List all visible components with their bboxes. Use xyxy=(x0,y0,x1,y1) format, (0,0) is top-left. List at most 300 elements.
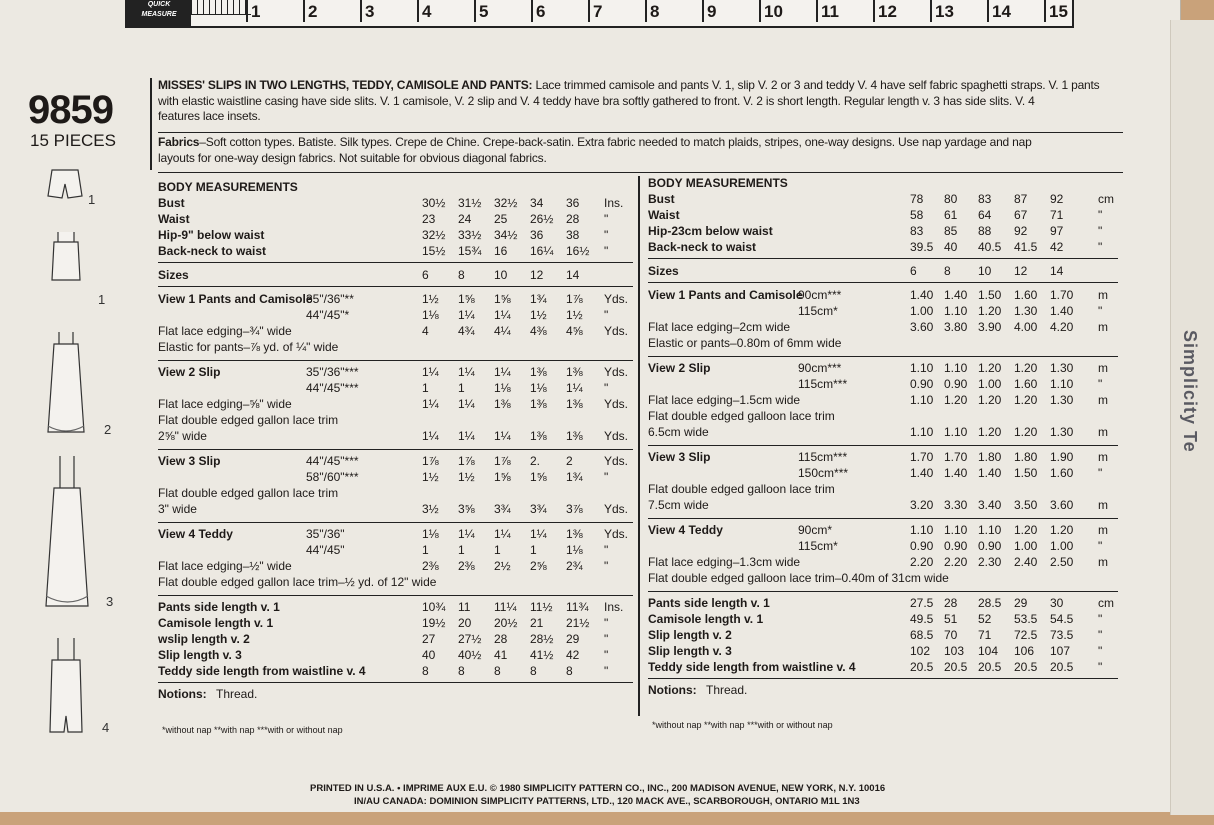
length-value: 20.5 xyxy=(1014,660,1038,674)
yardage-label: Flat lace edging–⅝" wide xyxy=(158,397,292,411)
size-value: 12 xyxy=(1014,264,1028,278)
camisole-sketch xyxy=(52,232,80,280)
body-row-value: 24 xyxy=(458,212,472,226)
left-rule xyxy=(150,78,152,170)
yardage-value: 1⅝ xyxy=(494,470,511,484)
yardage-value: 1.10 xyxy=(910,361,934,375)
fabric-width: 90cm*** xyxy=(798,361,842,375)
length-value: 11¼ xyxy=(494,600,517,614)
yardage-value: 1.10 xyxy=(910,425,934,439)
length-value: 20 xyxy=(458,616,472,630)
fabric-width: 150cm*** xyxy=(798,466,849,480)
yardage-value: 1⅝ xyxy=(530,470,547,484)
length-value: 49.5 xyxy=(910,612,934,626)
yardage-value: 1.20 xyxy=(978,393,1002,407)
yardage-value: 1.10 xyxy=(944,425,968,439)
yardage-value: 1 xyxy=(422,543,429,557)
length-unit: " xyxy=(1098,628,1103,642)
size-value: 12 xyxy=(530,268,544,282)
yardage-unit: m xyxy=(1098,361,1108,375)
length-value: 21½ xyxy=(566,616,590,630)
yardage-label: Flat lace edging–1.5cm wide xyxy=(648,393,801,407)
yardage-value: 1⅛ xyxy=(530,381,547,395)
size-value: 10 xyxy=(494,268,508,282)
yardage-value: 4.00 xyxy=(1014,320,1038,334)
length-value: 20½ xyxy=(494,616,518,630)
yardage-label: Elastic or pants–0.80m of 6mm wide xyxy=(648,336,842,350)
yardage-value: 1 xyxy=(458,381,465,395)
view-label-3: 3 xyxy=(106,594,114,609)
view-title: View 3 Slip xyxy=(158,454,221,468)
yardage-unit: " xyxy=(1098,377,1103,391)
yardage-label: Flat lace edging–1.3cm wide xyxy=(648,555,801,569)
yardage-value: 1.50 xyxy=(978,288,1002,302)
fabric-width: 115cm*** xyxy=(798,377,848,391)
length-value: 20.5 xyxy=(978,660,1002,674)
length-value: 68.5 xyxy=(910,628,934,642)
body-row-value: 31½ xyxy=(458,196,482,210)
yardage-value: 0.90 xyxy=(978,539,1002,553)
length-value: 27½ xyxy=(458,632,482,646)
yardage-value: 1.40 xyxy=(910,466,934,480)
body-row-label: Hip-23cm below waist xyxy=(648,224,773,238)
yardage-value: 1.70 xyxy=(944,450,968,464)
body-row-value: 26½ xyxy=(530,212,554,226)
yardage-unit: " xyxy=(604,543,609,557)
length-value: 28.5 xyxy=(978,596,1002,610)
yardage-value: 3.80 xyxy=(944,320,968,334)
size-value: 14 xyxy=(1050,264,1064,278)
yardage-unit: " xyxy=(1098,466,1103,480)
yardage-label: Flat lace edging–½" wide xyxy=(158,559,292,573)
length-value: 29 xyxy=(1014,596,1028,610)
body-row-value: 32½ xyxy=(494,196,518,210)
yardage-value: 1¼ xyxy=(566,381,583,395)
slip-short-sketch xyxy=(48,332,84,432)
body-row-value: 16½ xyxy=(566,244,590,258)
yardage-value: 1.40 xyxy=(978,466,1002,480)
notions-value: Thread. xyxy=(216,687,258,701)
ruler-number: 3 xyxy=(365,2,375,21)
yardage-value: 1¼ xyxy=(530,527,547,541)
length-value: 8 xyxy=(494,664,501,678)
yardage-value: 1⅜ xyxy=(530,397,547,411)
yardage-value: 1.10 xyxy=(944,523,968,537)
table-divider xyxy=(158,360,633,361)
view-title: View 1 Pants and Camisole xyxy=(648,288,803,302)
ruler-number: 5 xyxy=(479,2,489,21)
yardage-value: 1½ xyxy=(530,308,547,322)
body-row-label: Back-neck to waist xyxy=(648,240,757,254)
yardage-value: 1.20 xyxy=(944,393,968,407)
length-unit: cm xyxy=(1098,596,1114,610)
slip-long-sketch xyxy=(46,456,88,606)
body-row-value: 83 xyxy=(910,224,924,238)
body-row-value: 32½ xyxy=(422,228,446,242)
ruler-number: 9 xyxy=(707,2,717,21)
yardage-value: 0.90 xyxy=(910,377,934,391)
yardage-label: Flat double edged galloon lace trim xyxy=(648,482,835,496)
yardage-value: 2 xyxy=(566,454,573,468)
length-value: 10¾ xyxy=(422,600,446,614)
length-label: Slip length v. 2 xyxy=(648,628,732,642)
body-row-value: 38 xyxy=(566,228,580,242)
yardage-unit: Yds. xyxy=(604,292,629,306)
yardage-value: 2⅜ xyxy=(422,559,439,573)
length-value: 20.5 xyxy=(910,660,934,674)
body-row-unit: " xyxy=(1098,208,1103,222)
yardage-value: 1⅞ xyxy=(566,292,583,306)
body-row-value: 67 xyxy=(1014,208,1028,222)
length-label: Slip length v. 3 xyxy=(648,644,732,658)
fabric-width: 35"/36" xyxy=(306,527,345,541)
body-row-unit: " xyxy=(1098,224,1103,238)
yardage-label: 3" wide xyxy=(158,502,197,516)
yardage-value: 1⅛ xyxy=(566,543,583,557)
yardage-value: 2⅝ xyxy=(530,559,547,573)
yardage-value: 1⅞ xyxy=(422,454,439,468)
body-row-value: 87 xyxy=(1014,192,1028,206)
yardage-value: 1¼ xyxy=(494,527,511,541)
body-row-unit: " xyxy=(604,212,609,226)
body-row-label: Waist xyxy=(648,208,680,222)
yardage-unit: m xyxy=(1098,498,1108,512)
yardage-value: 1 xyxy=(530,543,537,557)
yardage-value: 4⅝ xyxy=(566,324,583,338)
side-brand-text: Simplicity Te xyxy=(1180,330,1200,453)
length-value: 71 xyxy=(978,628,992,642)
fabrics-line2: layouts for one-way design fabrics. Not suitable for obvious diagonal fabrics. xyxy=(158,150,547,165)
table-divider xyxy=(648,282,1118,283)
yardage-value: 1⅛ xyxy=(422,308,439,322)
yardage-value: 1⅜ xyxy=(566,527,583,541)
length-unit: " xyxy=(1098,644,1103,658)
table-divider xyxy=(158,595,633,596)
yardage-value: 1 xyxy=(494,543,501,557)
yardage-unit: m xyxy=(1098,320,1108,334)
length-label: Pants side length v. 1 xyxy=(648,596,770,610)
yardage-value: 1.40 xyxy=(1050,304,1074,318)
view-title: View 3 Slip xyxy=(648,450,711,464)
yardage-value: 1.20 xyxy=(1014,361,1038,375)
yardage-value: 1⅜ xyxy=(530,365,547,379)
fabric-width: 90cm* xyxy=(798,523,833,537)
body-row-value: 88 xyxy=(978,224,992,238)
yardage-value: 4.20 xyxy=(1050,320,1074,334)
length-value: 28½ xyxy=(530,632,554,646)
length-value: 28 xyxy=(494,632,508,646)
fabric-width: 35"/36"** xyxy=(306,292,354,306)
body-row-value: 34½ xyxy=(494,228,518,242)
yardage-value: 1.70 xyxy=(1050,288,1074,302)
table-divider xyxy=(158,522,633,523)
yardage-value: 2.30 xyxy=(978,555,1002,569)
notions-label: Notions: xyxy=(648,683,697,697)
fabric-width: 58"/60"*** xyxy=(306,470,359,484)
yardage-value: 1.20 xyxy=(1050,523,1074,537)
pieces-count: 15 PIECES xyxy=(30,131,116,150)
length-value: 27 xyxy=(422,632,436,646)
length-value: 53.5 xyxy=(1014,612,1038,626)
ruler-number: 15 xyxy=(1049,2,1068,21)
yardage-value: 1¾ xyxy=(530,292,547,306)
body-row-value: 40.5 xyxy=(978,240,1002,254)
length-label: Pants side length v. 1 xyxy=(158,600,280,614)
length-value: 8 xyxy=(458,664,465,678)
pants-sketch xyxy=(48,170,82,198)
table-divider xyxy=(648,356,1118,357)
yardage-unit: m xyxy=(1098,425,1108,439)
yardage-value: 1.00 xyxy=(1050,539,1074,553)
yardage-value: 1¼ xyxy=(494,429,511,443)
yardage-value: 1.10 xyxy=(910,393,934,407)
yardage-value: 1⅜ xyxy=(494,397,511,411)
yardage-value: 1.60 xyxy=(1014,377,1038,391)
size-value: 8 xyxy=(458,268,465,282)
size-value: 14 xyxy=(566,268,580,282)
view-title: View 1 Pants and Camisole xyxy=(158,292,313,306)
yardage-value: 1¼ xyxy=(458,527,475,541)
yardage-label: Flat double edged galloon lace trim xyxy=(648,409,835,423)
length-unit: " xyxy=(604,648,609,662)
yardage-value: 1.10 xyxy=(1050,377,1074,391)
view-title: View 2 Slip xyxy=(648,361,711,375)
yardage-value: 1¼ xyxy=(422,397,439,411)
pattern-number: 9859 xyxy=(28,88,113,132)
body-measurements-heading: BODY MEASUREMENTS xyxy=(648,176,788,190)
ruler-label-top: QUICK xyxy=(147,1,171,8)
yardage-value: 1¼ xyxy=(422,429,439,443)
length-value: 106 xyxy=(1014,644,1035,658)
body-row-value: 61 xyxy=(944,208,958,222)
yardage-value: 1.30 xyxy=(1050,361,1074,375)
length-value: 72.5 xyxy=(1014,628,1038,642)
yardage-unit: Yds. xyxy=(604,454,629,468)
body-row-value: 83 xyxy=(978,192,992,206)
footer-line2: IN/AU CANADA: DOMINION SIMPLICITY PATTERNS, LTD., 120 MACK AVE., SCARBOROUGH, ONTARIO M1L 1N3 xyxy=(354,796,860,807)
table-divider xyxy=(158,286,633,287)
view-title: View 4 Teddy xyxy=(648,523,723,537)
body-row-value: 25 xyxy=(494,212,508,226)
body-row-value: 16 xyxy=(494,244,508,258)
yardage-label: 2⅝" wide xyxy=(158,429,207,443)
yardage-unit: Yds. xyxy=(604,429,629,443)
yardage-value: 1½ xyxy=(566,308,583,322)
view-label-1a: 1 xyxy=(88,192,96,207)
length-value: 19½ xyxy=(422,616,446,630)
body-row-value: 41.5 xyxy=(1014,240,1038,254)
yardage-value: 1⅜ xyxy=(566,429,583,443)
body-row-value: 39.5 xyxy=(910,240,934,254)
length-value: 73.5 xyxy=(1050,628,1074,642)
table-divider xyxy=(648,591,1118,592)
yardage-value: 3¾ xyxy=(494,502,511,516)
footer-line1: PRINTED IN U.S.A. • IMPRIME AUX E.U. © 1980 SIMPLICITY PATTERN CO., INC., 200 MADISON AVENUE, NEW YORK, N.Y. 10016 xyxy=(310,783,886,794)
body-row-value: 34 xyxy=(530,196,544,210)
yardage-value: 3⅞ xyxy=(566,502,583,516)
body-row-value: 36 xyxy=(566,196,580,210)
body-measurements-heading: BODY MEASUREMENTS xyxy=(158,180,298,194)
yardage-value: 1.40 xyxy=(910,288,934,302)
yardage-label: Elastic for pants–⅞ yd. of ¼" wide xyxy=(158,340,339,354)
yardage-value: 1.10 xyxy=(910,523,934,537)
ruler-number: 10 xyxy=(764,2,783,21)
yardage-value: 1.20 xyxy=(978,425,1002,439)
printer-footer xyxy=(310,782,930,808)
yardage-value: 2.20 xyxy=(944,555,968,569)
ruler-number: 6 xyxy=(536,2,546,21)
body-row-unit: cm xyxy=(1098,192,1114,206)
body-row-value: 92 xyxy=(1014,224,1028,238)
yardage-value: 3.20 xyxy=(910,498,934,512)
size-value: 8 xyxy=(944,264,951,278)
length-unit: " xyxy=(1098,612,1103,626)
yardage-value: 1 xyxy=(422,381,429,395)
yardage-value: 1.10 xyxy=(944,304,968,318)
body-row-value: 33½ xyxy=(458,228,482,242)
ruler-number: 4 xyxy=(422,2,432,21)
length-value: 104 xyxy=(978,644,999,658)
sizes-label: Sizes xyxy=(648,264,679,278)
length-value: 11 xyxy=(458,600,471,614)
yardage-value: 1.30 xyxy=(1050,425,1074,439)
view-label-2: 2 xyxy=(104,422,112,437)
fabrics xyxy=(158,135,1128,166)
notions-value: Thread. xyxy=(706,683,748,697)
yardage-value: 1.20 xyxy=(1014,393,1038,407)
yardage-value: 3.50 xyxy=(1014,498,1038,512)
yardage-value: 1.70 xyxy=(910,450,934,464)
length-value: 41½ xyxy=(530,648,554,662)
yardage-label: Flat lace edging–2cm wide xyxy=(648,320,791,334)
table-divider xyxy=(648,258,1118,259)
yardage-value: 2.20 xyxy=(910,555,934,569)
yardage-value: 3.60 xyxy=(910,320,934,334)
yardage-value: 1.20 xyxy=(978,361,1002,375)
body-row-label: Waist xyxy=(158,212,190,226)
yardage-value: 1½ xyxy=(422,470,439,484)
yardage-unit: " xyxy=(604,559,609,573)
sizes-label: Sizes xyxy=(158,268,189,282)
fabric-width: 44"/45"*** xyxy=(306,381,359,395)
yardage-unit: " xyxy=(1098,539,1103,553)
body-row-unit: " xyxy=(604,244,609,258)
yardage-value: 1.60 xyxy=(1050,466,1074,480)
yardage-value: 1.20 xyxy=(1014,425,1038,439)
body-row-unit: " xyxy=(604,228,609,242)
body-row-value: 58 xyxy=(910,208,924,222)
body-row-value: 85 xyxy=(944,224,958,238)
length-label: Camisole length v. 1 xyxy=(648,612,764,626)
yardage-value: 0.90 xyxy=(910,539,934,553)
length-value: 27.5 xyxy=(910,596,934,610)
yardage-value: 1.10 xyxy=(944,361,968,375)
body-row-label: Bust xyxy=(158,196,185,210)
ruler-label-bottom: MEASURE xyxy=(141,11,177,18)
length-value: 30 xyxy=(1050,596,1064,610)
length-value: 8 xyxy=(566,664,573,678)
body-row-value: 28 xyxy=(566,212,580,226)
yardage-unit: " xyxy=(604,308,609,322)
description-text2: with elastic waistline casing have side slits. V. 1 camisole, V. 2 slip and V. 4 teddy have bra softly gathered to front. V. 2 is short length. Regular length v. 3 has side slits. V. 4 xyxy=(158,93,1035,108)
yardage-value: 4⅜ xyxy=(530,324,547,338)
yardage-unit: Yds. xyxy=(604,365,629,379)
yardage-value: 1⅛ xyxy=(494,381,511,395)
yardage-label: Flat double edged gallon lace trim–½ yd. of 12" wide xyxy=(158,575,437,589)
description-text3: features lace insets. xyxy=(158,109,261,123)
quick-measure-ruler xyxy=(125,0,1074,28)
yardage-value: 1 xyxy=(458,543,465,557)
yardage-value: 4¼ xyxy=(494,324,511,338)
yardage-value: 1⅝ xyxy=(494,292,511,306)
body-row-value: 16¼ xyxy=(530,244,554,258)
body-row-value: 97 xyxy=(1050,224,1064,238)
view-label-1b: 1 xyxy=(98,292,106,307)
ruler-number: 7 xyxy=(593,2,603,21)
yardage-value: 1.20 xyxy=(1014,523,1038,537)
length-label: Teddy side length from waistline v. 4 xyxy=(158,664,366,678)
yardage-label: 7.5cm wide xyxy=(648,498,709,512)
ruler-number: 1 xyxy=(251,2,261,21)
length-value: 21 xyxy=(530,616,544,630)
length-unit: " xyxy=(604,616,609,630)
length-unit: " xyxy=(1098,660,1103,674)
body-row-label: Bust xyxy=(648,192,675,206)
yardage-value: 2⅜ xyxy=(458,559,475,573)
yardage-label: 6.5cm wide xyxy=(648,425,709,439)
table-divider xyxy=(648,518,1118,519)
yardage-value: 1.40 xyxy=(944,466,968,480)
fabric-width: 115cm*** xyxy=(798,450,848,464)
divider xyxy=(158,132,1123,133)
table-divider xyxy=(158,262,633,263)
yardage-value: 2½ xyxy=(494,559,511,573)
yardage-value: 1.00 xyxy=(1014,539,1038,553)
length-value: 40½ xyxy=(458,648,482,662)
body-row-unit: Ins. xyxy=(604,196,624,210)
size-value: 10 xyxy=(978,264,992,278)
length-label: wslip length v. 2 xyxy=(158,632,250,646)
yardage-value: 1⅞ xyxy=(458,454,475,468)
yardage-value: 1¼ xyxy=(458,429,475,443)
yardage-value: 2. xyxy=(530,454,541,468)
length-value: 102 xyxy=(910,644,931,658)
length-value: 28 xyxy=(944,596,958,610)
imperial-footnote: *without nap **with nap ***with or without nap xyxy=(162,725,343,735)
length-unit: Ins. xyxy=(604,600,624,614)
length-value: 20.5 xyxy=(1050,660,1074,674)
length-value: 70 xyxy=(944,628,958,642)
yardage-value: 1⅜ xyxy=(566,397,583,411)
quick-measure-label xyxy=(127,0,191,26)
view-label-4: 4 xyxy=(102,720,110,735)
yardage-value: 1¼ xyxy=(422,365,439,379)
yardage-value: 0.90 xyxy=(944,539,968,553)
view-sketches xyxy=(18,160,128,750)
yardage-value: 1.50 xyxy=(1014,466,1038,480)
back-envelope-edge xyxy=(1170,20,1214,815)
yardage-value: 1.20 xyxy=(978,304,1002,318)
length-value: 42 xyxy=(566,648,580,662)
size-value: 6 xyxy=(422,268,429,282)
yardage-unit: Yds. xyxy=(604,324,629,338)
body-row-value: 36 xyxy=(530,228,544,242)
body-row-label: Hip-9" below waist xyxy=(158,228,265,242)
body-row-value: 80 xyxy=(944,192,958,206)
length-value: 51 xyxy=(944,612,958,626)
column-separator xyxy=(638,176,640,716)
length-value: 11¾ xyxy=(566,600,589,614)
